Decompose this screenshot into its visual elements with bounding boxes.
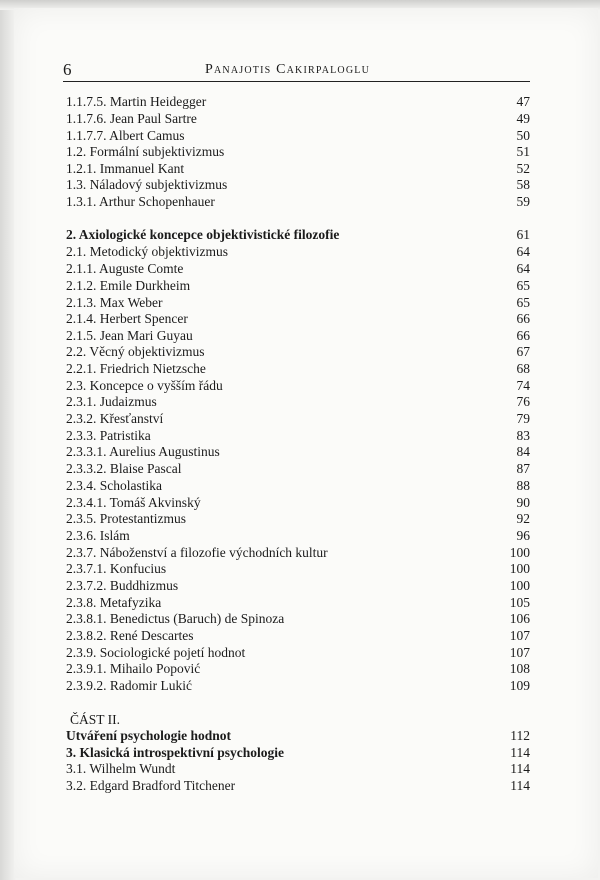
toc-entry <box>66 560 530 577</box>
toc-entry <box>66 427 530 444</box>
toc-entry <box>66 443 530 460</box>
toc-entry-title: 2.3.4.1. Tomáš Akvinský <box>66 495 201 510</box>
toc-entry-title: 2.3.4. Scholastika <box>66 478 162 493</box>
toc-entry <box>66 243 530 260</box>
toc-entry-page: 83 <box>516 428 530 443</box>
toc-entry <box>66 360 530 377</box>
toc-entry-title: 1.1.7.5. Martin Heidegger <box>66 94 207 109</box>
toc-entry-page: 107 <box>509 628 530 643</box>
toc-entry-page: 96 <box>516 528 530 543</box>
toc-entry <box>66 760 530 777</box>
toc-entry <box>66 393 530 410</box>
toc-entry <box>66 377 530 394</box>
toc-entry-page: 51 <box>516 144 530 159</box>
toc-entry <box>66 610 530 627</box>
toc-entry-title: 2.1. Metodický objektivizmus <box>66 244 228 259</box>
toc-entry-title: 2.2. Věcný objektivizmus <box>66 344 205 359</box>
toc-entry <box>66 176 530 193</box>
toc-entry-title: 1.2. Formální subjektivizmus <box>66 144 225 159</box>
toc-entry <box>66 143 530 160</box>
toc-entry-page: 107 <box>509 645 530 660</box>
toc-entry-page: 58 <box>516 177 530 192</box>
toc-entry <box>66 477 530 494</box>
toc-entry <box>66 160 530 177</box>
toc-entry-page: 64 <box>516 261 530 276</box>
toc-entry <box>66 410 530 427</box>
toc-entry-title: 2.3.9. Sociologické pojetí hodnot <box>66 645 246 660</box>
toc-entry-page: 68 <box>516 361 530 376</box>
toc-entry-page: 76 <box>516 394 530 409</box>
toc-entry <box>66 277 530 294</box>
toc-entry-page: 52 <box>516 161 530 176</box>
toc-entry-page: 50 <box>516 128 530 143</box>
toc-entry-title: 2.3.7. Náboženství a filozofie východních kultur <box>66 545 328 560</box>
toc-entry-page: 61 <box>516 227 530 242</box>
toc-entry <box>66 744 530 761</box>
toc-entry-title: 1.1.7.6. Jean Paul Sartre <box>66 111 197 126</box>
toc-entry-page: 108 <box>509 661 530 676</box>
toc-entry-title: 2.3.8.2. René Descartes <box>66 628 194 643</box>
toc-entry <box>66 127 530 144</box>
toc-entry-page: 112 <box>510 728 530 743</box>
toc-entry-title: 1.2.1. Immanuel Kant <box>66 161 185 176</box>
toc-entry-page: 65 <box>516 295 530 310</box>
toc-entry <box>66 494 530 511</box>
toc-entry-title: 2.3.8.1. Benedictus (Baruch) de Spinoza <box>66 611 285 626</box>
toc-entry-title: 2.1.3. Max Weber <box>66 295 163 310</box>
toc-entry <box>66 343 530 360</box>
toc-entry-page: 100 <box>509 578 530 593</box>
toc-entry <box>66 110 530 127</box>
toc-entry-title: 1.3.1. Arthur Schopenhauer <box>66 194 215 209</box>
toc-entry-page: 66 <box>516 311 530 326</box>
toc-entry-title: 2.1.5. Jean Mari Guyau <box>66 328 193 343</box>
toc-entry <box>66 777 530 794</box>
toc-entry-page: 114 <box>510 778 530 793</box>
toc-entry-page: 88 <box>516 478 530 493</box>
toc-entry-page: 59 <box>516 194 530 209</box>
toc-entry-title: 2.3.1. Judaizmus <box>66 394 157 409</box>
toc-entry <box>66 310 530 327</box>
toc-entry-title: 1.1.7.7. Albert Camus <box>66 128 185 143</box>
toc-entry-title: 2.3.3. Patristika <box>66 428 151 443</box>
toc-entry-title: 2.3.2. Křesťanství <box>66 411 164 426</box>
toc-entry-page: 64 <box>516 244 530 259</box>
toc-entry-page: 87 <box>516 461 530 476</box>
toc-entry <box>66 460 530 477</box>
toc-entry <box>66 93 530 110</box>
toc-entry-page: 106 <box>509 611 530 626</box>
toc-entry-page: 105 <box>509 595 530 610</box>
toc-entry-title: 2.3.5. Protestantizmus <box>66 511 186 526</box>
page-number: 6 <box>63 60 72 79</box>
toc-entry-title: 2.3.3.1. Aurelius Augustinus <box>66 444 220 459</box>
toc-entry-title: 2.3.7.2. Buddhizmus <box>66 578 179 593</box>
toc-entry-title: 2. Axiologické koncepce objektivistické filozofie <box>66 227 340 242</box>
toc-entry <box>66 727 530 744</box>
toc-entry <box>66 226 530 243</box>
toc-entry-title: 2.3.9.1. Mihailo Popović <box>66 661 201 676</box>
toc-entry <box>66 510 530 527</box>
toc-entry-page: 49 <box>516 111 530 126</box>
toc-entry-page: 84 <box>516 444 530 459</box>
toc-entry-title: 1.3. Náladový subjektivizmus <box>66 177 228 192</box>
toc-entry-page: 100 <box>509 545 530 560</box>
toc-entry-page: 67 <box>516 344 530 359</box>
toc-entry <box>66 677 530 694</box>
toc-entry-page: 74 <box>516 378 530 393</box>
toc-entry-title: 2.3.3.2. Blaise Pascal <box>66 461 182 476</box>
toc-entry-page: 90 <box>516 495 530 510</box>
toc-entry-page: 92 <box>516 511 530 526</box>
toc-entry-title: 3. Klasická introspektivní psychologie <box>66 745 285 760</box>
toc-entry <box>66 527 530 544</box>
toc-entry-page: 114 <box>510 745 530 760</box>
toc-entry <box>66 594 530 611</box>
part-heading: ČÁST II. <box>70 712 121 727</box>
toc-entry-page: 109 <box>509 678 530 693</box>
toc-entry <box>66 260 530 277</box>
toc-entry <box>66 327 530 344</box>
toc-entry-title: 2.1.1. Auguste Comte <box>66 261 184 276</box>
toc-entry-title: 3.1. Wilhelm Wundt <box>66 761 176 776</box>
toc-entry <box>66 644 530 661</box>
toc-entry <box>66 544 530 561</box>
toc-entry-title: 2.3.9.2. Radomir Lukić <box>66 678 192 693</box>
toc-entry-title: 2.3. Koncepce o vyšším řádu <box>66 378 223 393</box>
toc-entry-page: 47 <box>516 94 530 109</box>
toc-entry-title: 2.3.8. Metafyzika <box>66 595 162 610</box>
toc-entry-title: 2.1.4. Herbert Spencer <box>66 311 188 326</box>
toc-entry-page: 114 <box>510 761 530 776</box>
toc-entry-page: 100 <box>509 561 530 576</box>
toc-entry <box>66 627 530 644</box>
toc-entry-page: 65 <box>516 278 530 293</box>
toc-entry-title: 2.3.7.1. Konfucius <box>66 561 167 576</box>
toc-entry <box>66 577 530 594</box>
toc-entry-page: 66 <box>516 328 530 343</box>
toc-entry-title: 2.3.6. Islám <box>66 528 130 543</box>
running-head: Panajotis Cakirpaloglu <box>205 62 370 77</box>
toc-entry-title: 2.2.1. Friedrich Nietzsche <box>66 361 206 376</box>
toc-entry <box>66 294 530 311</box>
toc-entry-page: 79 <box>516 411 530 426</box>
toc-entry <box>66 660 530 677</box>
toc-entry-title: 3.2. Edgard Bradford Titchener <box>66 778 236 793</box>
toc-entry <box>66 193 530 210</box>
toc-entry-title: 2.1.2. Emile Durkheim <box>66 278 191 293</box>
toc-entry-title: Utváření psychologie hodnot <box>66 728 232 743</box>
